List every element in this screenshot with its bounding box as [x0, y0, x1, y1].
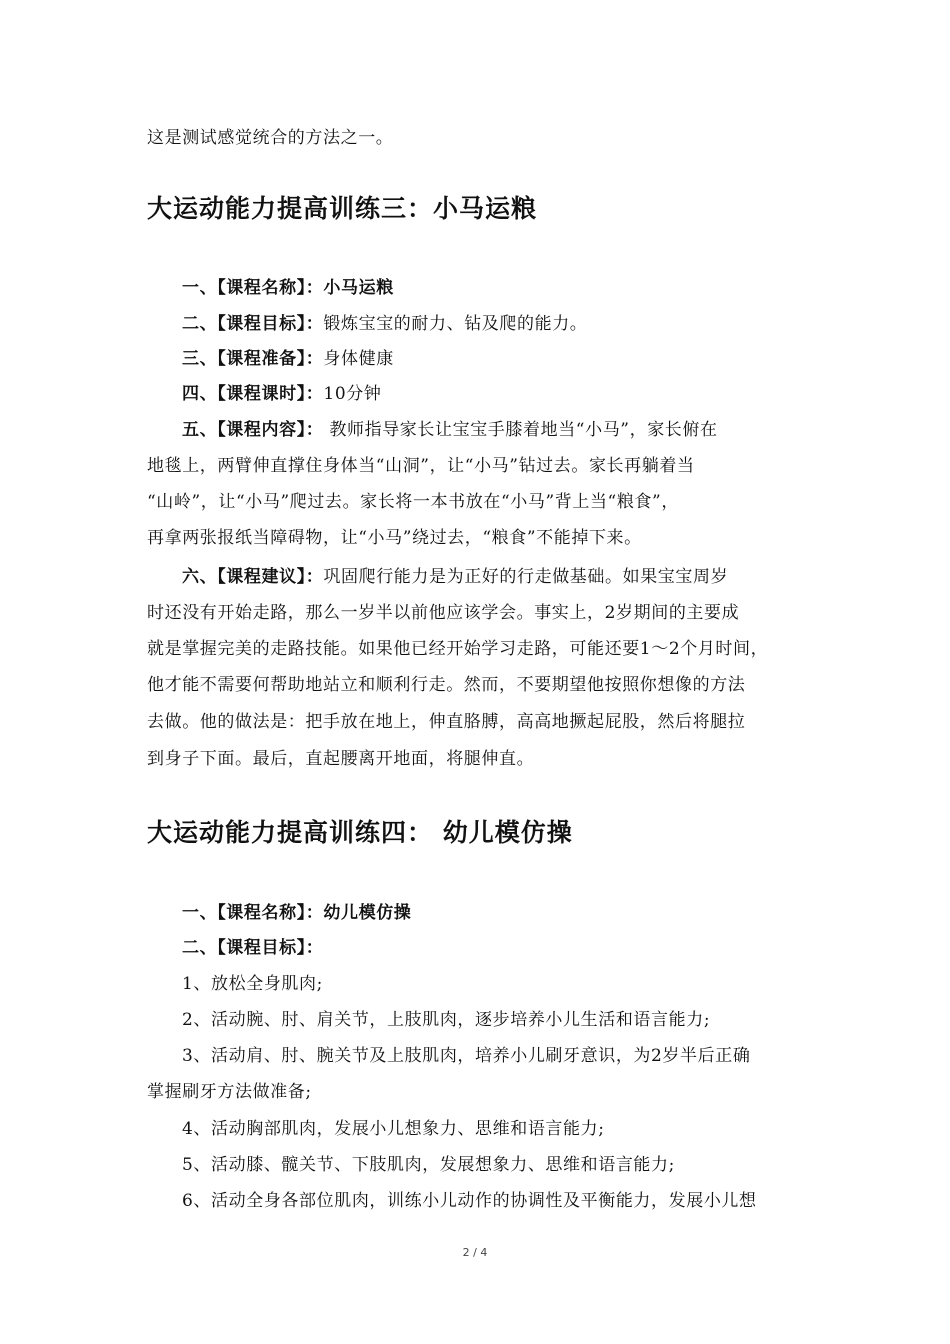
- item-prefix: 三、【课程准备】：: [182, 349, 324, 369]
- item-text: 小马运粮: [323, 278, 394, 298]
- advice-text: 巩固爬行能力是为正好的行走做基础。如果宝宝周岁: [323, 567, 729, 587]
- course-item: [182, 312, 587, 336]
- course-item: [182, 347, 394, 371]
- course-item: [182, 382, 381, 406]
- content-line: 再拿两张报纸当障碍物，让“小马”绕过去，“粮食”不能掉下来。: [147, 528, 642, 548]
- advice-prefix: 六、【课程建议】：: [182, 567, 324, 587]
- section3-heading: 大运动能力提高训练三：小马运粮: [147, 194, 538, 223]
- goal-line: 掌握刷牙方法做准备;: [147, 1082, 312, 1102]
- page-number: 2 / 4: [462, 1246, 488, 1259]
- goal-line: 2、活动腕、肘、肩关节，上肢肌肉，逐步培养小儿生活和语言能力;: [182, 1010, 711, 1030]
- advice-line: 时还没有开始走路，那么一岁半以前他应该学会。事实上，2岁期间的主要成: [147, 603, 740, 623]
- goal-line: 4、活动胸部肌肉，发展小儿想象力、思维和语言能力;: [182, 1119, 605, 1139]
- item-prefix: 二、【课程目标】：: [182, 314, 324, 334]
- advice-line: 他才能不需要何帮助地站立和顺利行走。然而，不要期望他按照你想像的方法: [147, 675, 746, 695]
- advice-line: [182, 565, 728, 589]
- item-prefix: 一、【课程名称】：: [182, 903, 324, 923]
- advice-line: 到身子下面。最后，直起腰离开地面，将腿伸直。: [147, 749, 535, 769]
- course-item: [182, 901, 411, 925]
- advice-line: 就是掌握完美的走路技能。如果他已经开始学习走路，可能还要1～2个月时间，: [147, 639, 769, 659]
- goal-line: 1、放松全身肌肉;: [182, 974, 323, 994]
- section4-heading: 大运动能力提高训练四： 幼儿模仿操: [147, 818, 573, 847]
- content-text: 教师指导家长让宝宝手膝着地当“小马”，家长俯在: [323, 420, 718, 440]
- intro-text: 这是测试感觉统合的方法之一。: [147, 128, 394, 148]
- goal-heading: 二、【课程目标】：: [182, 938, 324, 958]
- goal-line: 5、活动膝、髋关节、下肢肌肉，发展想象力、思维和语言能力;: [182, 1155, 675, 1175]
- item-text: 身体健康: [323, 349, 394, 369]
- item-text: 10分钟: [323, 384, 382, 404]
- content-line: 地毯上，两臂伸直撑住身体当“山洞”，让“小马”钻过去。家长再躺着当: [147, 456, 695, 476]
- advice-line: 去做。他的做法是：把手放在地上，伸直胳膊，高高地撅起屁股，然后将腿拉: [147, 712, 746, 732]
- course-item: [182, 276, 394, 300]
- content-line: “山岭”，让“小马”爬过去。家长将一本书放在“小马”背上当“粮食”，: [147, 492, 679, 512]
- item-text: 锻炼宝宝的耐力、钻及爬的能力。: [323, 314, 588, 334]
- content-prefix: 五、【课程内容】：: [182, 420, 324, 440]
- item-prefix: 一、【课程名称】：: [182, 278, 324, 298]
- item-text: 幼儿模仿操: [323, 903, 412, 923]
- item-prefix: 四、【课程课时】：: [182, 384, 324, 404]
- content-line: [182, 418, 718, 442]
- goal-line: 3、活动肩、肘、腕关节及上肢肌肉，培养小儿刷牙意识，为2岁半后正确: [182, 1046, 751, 1066]
- goal-line: 6、活动全身各部位肌肉，训练小儿动作的协调性及平衡能力，发展小儿想: [182, 1191, 757, 1211]
